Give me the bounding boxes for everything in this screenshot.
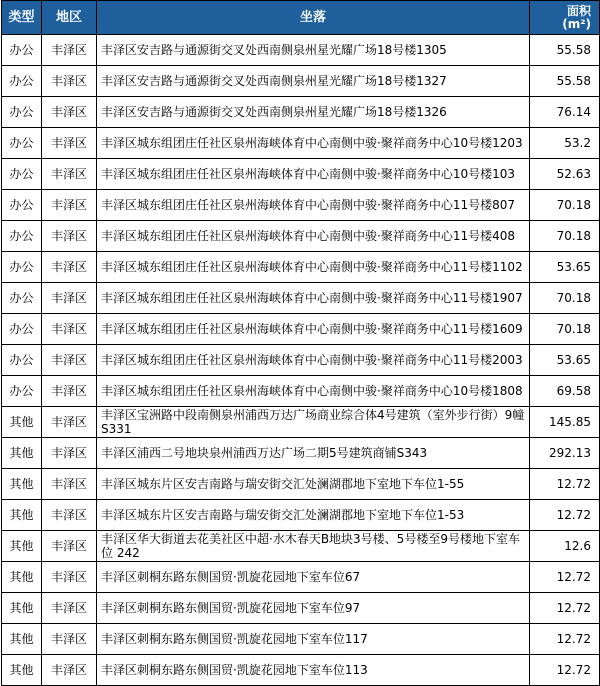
cell-region: 丰泽区 [42,66,97,97]
table-row [2,252,600,283]
header-type: 类型 [2,1,42,35]
header-area-label: 面积 [566,3,591,18]
cell-type: 其他 [2,438,42,469]
cell-address: 丰泽区城东组团庄任社区泉州海峡体育中心南侧中骏·聚祥商务中心11号楼1102 [97,252,530,283]
cell-address: 丰泽区城东组团庄任社区泉州海峡体育中心南侧中骏·聚祥商务中心10号楼103 [97,159,530,190]
cell-type: 其他 [2,500,42,531]
table-row [2,500,600,531]
cell-type: 办公 [2,376,42,407]
cell-area: 145.85 [530,407,600,438]
cell-address: 丰泽区浦西二号地块泉州浦西万达广场二期5号建筑商铺S343 [97,438,530,469]
cell-region: 丰泽区 [42,128,97,159]
cell-address: 丰泽区城东组团庄任社区泉州海峡体育中心南侧中骏·聚祥商务中心11号楼1907 [97,283,530,314]
cell-area: 53.65 [530,252,600,283]
cell-type: 办公 [2,221,42,252]
cell-region: 丰泽区 [42,97,97,128]
cell-area: 52.63 [530,159,600,190]
cell-type: 办公 [2,159,42,190]
cell-region: 丰泽区 [42,221,97,252]
cell-address: 丰泽区城东片区安吉南路与瑞安街交汇处澜湖郡地下室地下车位1-55 [97,469,530,500]
cell-area: 12.72 [530,593,600,624]
cell-address: 丰泽区安吉路与通源街交叉处西南侧泉州星光耀广场18号楼1327 [97,66,530,97]
header-area [530,1,600,35]
cell-region: 丰泽区 [42,593,97,624]
cell-address: 丰泽区宝洲路中段南侧泉州浦西万达广场商业综合体4号建筑（室外步行街）9幢S331 [97,407,530,438]
cell-region: 丰泽区 [42,252,97,283]
cell-area: 76.14 [530,97,600,128]
cell-area: 12.72 [530,469,600,500]
cell-area: 69.58 [530,376,600,407]
cell-area: 70.18 [530,221,600,252]
cell-type: 其他 [2,469,42,500]
table-row [2,655,600,686]
cell-address: 丰泽区城东组团庄任社区泉州海峡体育中心南侧中骏·聚祥商务中心11号楼1609 [97,314,530,345]
property-table [1,0,600,686]
cell-area: 70.18 [530,314,600,345]
cell-region: 丰泽区 [42,562,97,593]
header-address: 坐落 [97,1,530,35]
cell-type: 办公 [2,66,42,97]
cell-region: 丰泽区 [42,500,97,531]
cell-region: 丰泽区 [42,35,97,66]
cell-type: 其他 [2,624,42,655]
header-region: 地区 [42,1,97,35]
cell-address: 丰泽区城东组团庄任社区泉州海峡体育中心南侧中骏·聚祥商务中心11号楼807 [97,190,530,221]
cell-type: 办公 [2,190,42,221]
table-row [2,66,600,97]
table-header [2,1,600,35]
table-row [2,562,600,593]
table-row [2,159,600,190]
cell-address: 丰泽区刺桐东路东侧国贸·凯旋花园地下室车位67 [97,562,530,593]
table-row [2,97,600,128]
cell-address: 丰泽区城东片区安吉南路与瑞安街交汇处澜湖郡地下室地下车位1-53 [97,500,530,531]
cell-area: 292.13 [530,438,600,469]
header-area-unit: (m²) [562,16,591,31]
cell-type: 其他 [2,531,42,562]
cell-type: 办公 [2,252,42,283]
table-row [2,376,600,407]
cell-area: 12.72 [530,500,600,531]
cell-address: 丰泽区城东组团庄任社区泉州海峡体育中心南侧中骏·聚祥商务中心10号楼1203 [97,128,530,159]
cell-type: 其他 [2,593,42,624]
table-row [2,438,600,469]
cell-area: 53.65 [530,345,600,376]
table-body [2,35,600,686]
table-row [2,531,600,562]
cell-type: 办公 [2,97,42,128]
table-row [2,407,600,438]
table-row [2,345,600,376]
cell-region: 丰泽区 [42,345,97,376]
cell-area: 55.58 [530,35,600,66]
cell-area: 55.58 [530,66,600,97]
cell-address: 丰泽区华大街道去花美社区中超·水木春天B地块3号楼、5号楼至9号楼地下室车位 242 [97,531,530,562]
cell-area: 70.18 [530,283,600,314]
cell-region: 丰泽区 [42,531,97,562]
cell-region: 丰泽区 [42,655,97,686]
table-row [2,35,600,66]
cell-address: 丰泽区刺桐东路东侧国贸·凯旋花园地下室车位113 [97,655,530,686]
table-row [2,221,600,252]
cell-type: 办公 [2,314,42,345]
cell-region: 丰泽区 [42,624,97,655]
cell-region: 丰泽区 [42,190,97,221]
cell-type: 其他 [2,562,42,593]
cell-address: 丰泽区安吉路与通源街交叉处西南侧泉州星光耀广场18号楼1305 [97,35,530,66]
cell-area: 12.72 [530,624,600,655]
table-row [2,593,600,624]
table-row [2,283,600,314]
table-row [2,128,600,159]
cell-address: 丰泽区城东组团庄任社区泉州海峡体育中心南侧中骏·聚祥商务中心11号楼408 [97,221,530,252]
cell-area: 70.18 [530,190,600,221]
cell-region: 丰泽区 [42,376,97,407]
cell-region: 丰泽区 [42,407,97,438]
cell-region: 丰泽区 [42,438,97,469]
cell-type: 办公 [2,35,42,66]
cell-type: 办公 [2,283,42,314]
cell-region: 丰泽区 [42,314,97,345]
cell-region: 丰泽区 [42,469,97,500]
cell-region: 丰泽区 [42,283,97,314]
header-row [2,1,600,35]
cell-type: 办公 [2,345,42,376]
cell-area: 53.2 [530,128,600,159]
cell-address: 丰泽区刺桐东路东侧国贸·凯旋花园地下室车位117 [97,624,530,655]
cell-type: 其他 [2,407,42,438]
cell-area: 12.72 [530,562,600,593]
cell-address: 丰泽区城东组团庄任社区泉州海峡体育中心南侧中骏·聚祥商务中心10号楼1808 [97,376,530,407]
cell-address: 丰泽区刺桐东路东侧国贸·凯旋花园地下室车位97 [97,593,530,624]
cell-type: 办公 [2,128,42,159]
cell-type: 其他 [2,655,42,686]
table-row [2,314,600,345]
cell-address: 丰泽区安吉路与通源街交叉处西南侧泉州星光耀广场18号楼1326 [97,97,530,128]
cell-area: 12.6 [530,531,600,562]
table-row [2,190,600,221]
table-row [2,469,600,500]
cell-address: 丰泽区城东组团庄任社区泉州海峡体育中心南侧中骏·聚祥商务中心11号楼2003 [97,345,530,376]
table-row [2,624,600,655]
cell-area: 12.72 [530,655,600,686]
cell-region: 丰泽区 [42,159,97,190]
